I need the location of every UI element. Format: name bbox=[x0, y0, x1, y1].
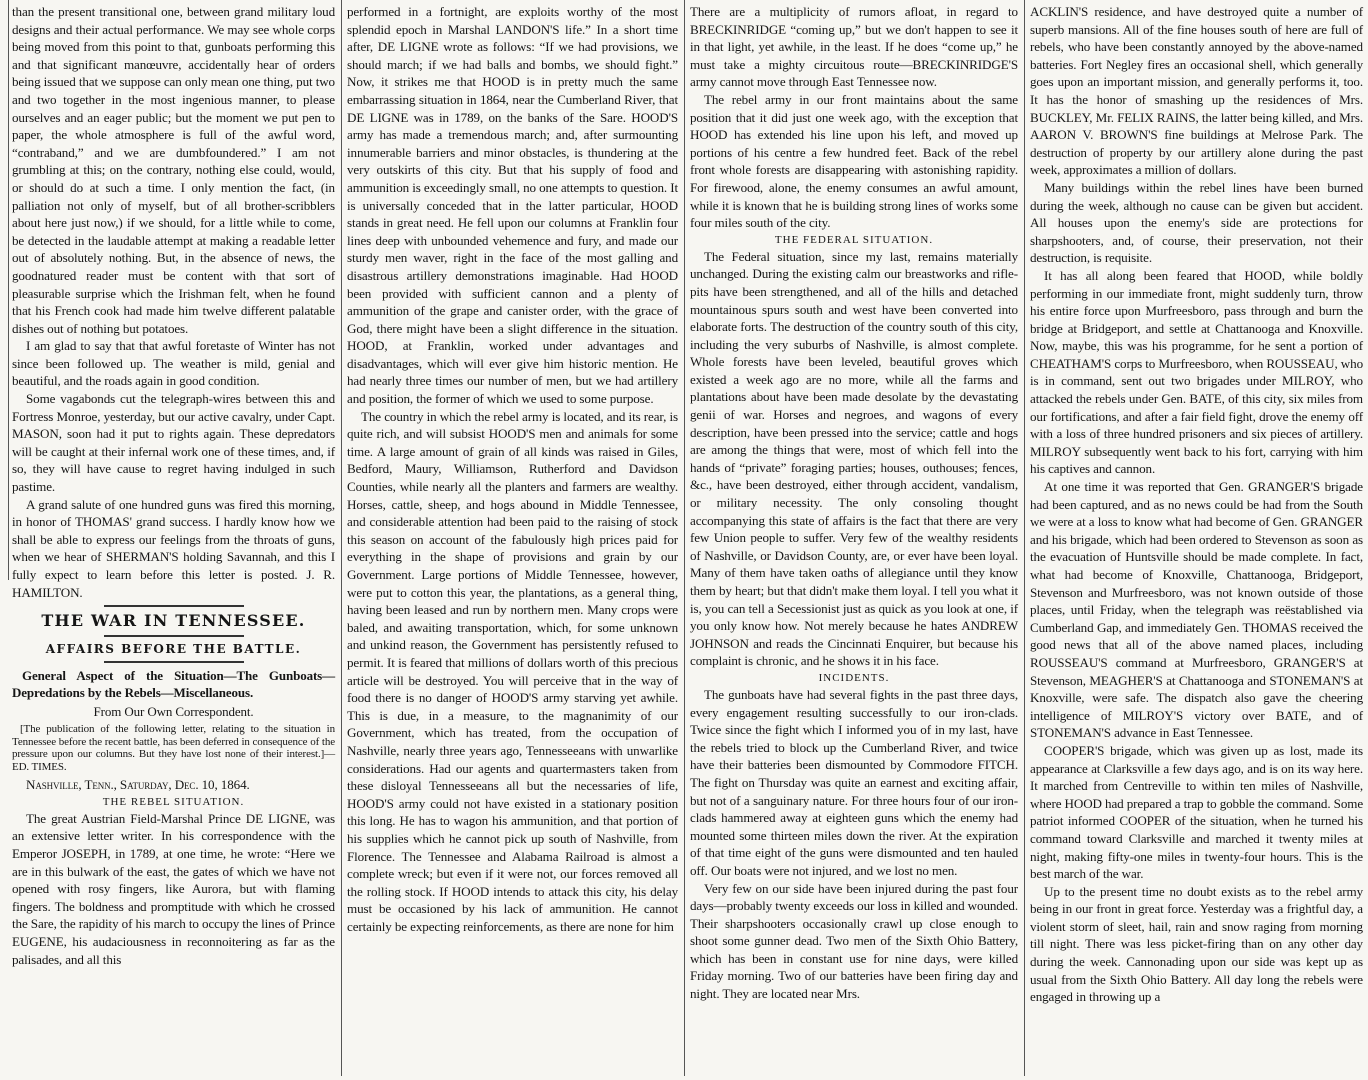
paragraph: Up to the present time no doubt exists as to the rebel army being in our front in great force. Yesterday was a frightful day, a violent storm of sleet, hail, rain and snow raging from morning till night. There was less picket-firing than on any other day during the week. Cannonading upon our side was kept up as usual from the Sixth Ohio Battery. All day long the rebels were engaged in throwing up a bbox=[1030, 883, 1363, 1005]
newspaper-column-3 bbox=[690, 3, 1018, 1003]
byline: From Our Own Correspondent. bbox=[93, 704, 254, 720]
paragraph: Very few on our side have been injured during the past four days—probably twenty exceeds our loss in killed and wounded. Their sharpshooters occasionally crawl up close enough to shoot some gunner dead. Two men of the Sixth Ohio Battery, which has been in constant use for nine days, were killed Friday morning. Two of our batteries have been firing day and night. They are located near Mrs. bbox=[690, 880, 1018, 1002]
paragraph: ACKLIN'S residence, and have destroyed quite a number of superb mansions. All of the fine houses south of here are full of rebels, who have been constantly annoyed by the above-named batteries. Fort Negley fires an occasional shell, which generally goes upon an important mission, and generally performs it, too. It has the honor of smashing up the residences of Mrs. BUCKLEY, Mr. FELIX RAINS, the latter being killed, and Mrs. AARON V. BROWN'S fine buildings at Melrose Park. The destruction of property by our artillery alone during the past week, approximates a million of dollars. bbox=[1030, 4, 1363, 178]
paragraph: There are a multiplicity of rumors afloat, in regard to BRECKINRIDGE “coming up,” but we don't happen to see it in that light, yet awhile, in the least. If he does “come up,” he must take a mighty circuitous route—BRECKINRIDGE'S army cannot move through East Tennessee now. bbox=[690, 4, 1018, 90]
separator-rule bbox=[104, 605, 244, 607]
paragraph: I am glad to say that that awful foretaste of Winter has not since been followed up. The weather is mild, genial and beautiful, and the roads again in good condition. bbox=[12, 338, 335, 389]
paragraph: The gunboats have had several fights in the past three days, every engagement resulting successfully to our iron-clads. Twice since the fight which I informed you of in my last, have the rebels tried to block up the Cumberland River, and twice have their batteries been dismounted by Commodore FITCH. The fight on Thursday was quite an earnest and exciting affair, but not of a sanguinary nature. For three hours four of our iron-clads hammered away at eighteen guns which the enemy had mounted some thirteen miles down the river. At the expiration of that time eight of the guns were dismounted and ten hauled off. Our boats were not injured, and we lost no men. bbox=[690, 686, 1018, 878]
separator-rule bbox=[104, 635, 244, 637]
paragraph: performed in a fortnight, are exploits worthy of the most splendid epoch in Marshal LANDON'S life.” In a short time after, DE LIGNE wrote as follows: “If we had provisions, we should march; if we had balls and bombs, we should fight.” Now, it strikes me that HOOD is in pretty much the same embarrassing situation in 1864, near the Cumberland River, that DE LIGNE was in 1789, on the banks of the Sare. HOOD'S army has made a tremendous march; and, after surmounting innumerable barriers and minor obstacles, is thundering at the very outskirts of this city. But that his supply of food and ammunition is exceedingly small, no one attempts to question. It is universally conceded that in the latter particular, HOOD stands in great need. He fell upon our columns at Franklin four lines deep with unbounded vehemence and fury, and made our sturdy men waver, right in the face of the most galling and disastrous artillery demonstrations imaginable. Had HOOD been provided with sufficient cannon and a plenty of ammunition of the grape and canister order, with the grace of God, there might have been a slight difference in the situation. HOOD, at Franklin, worked under advantages and disadvantages, which will ever give him historic mention. He had nearly three times our number of men, but we had artillery and position, the former of which we used to some purpose. bbox=[347, 4, 678, 407]
section-heading: THE FEDERAL SITUATION. bbox=[774, 233, 934, 246]
paragraph: than the present transitional one, between grand military loud designs and their actual performance. We may see whole corps being moved from this point to that, gunboats performing this and that significant manœuvre, accidentally hear of orders being issued that we suppose can only mean one thing, put two and two together in the most ingenious manner, to please ourselves and an eager public; but the moment we put pen to paper, the whole atmosphere is full of the awful word, “contraband,” and we are dumbfoundered.” I am not grumbling at this; on the contrary, nothing else could, would, or should do at such a time. I only mention the fact, (in palliation not only of myself, but of all brother-scribblers about here just now,) if we should, for a little while to come, be detected in the laudable attempt at making a readable letter out of absolutely nothing. But, in the absence of news, the goodnatured reader must be content with that sort of pleasurable surprise which the Irishman felt, when he found that his French cook had made him twelve different palatable dishes out of nothing but potatoes. bbox=[12, 4, 335, 336]
section-heading: THE REBEL SITUATION. bbox=[102, 795, 245, 808]
paragraph: COOPER'S brigade, which was given up as lost, made its appearance at Clarksville a few days ago, and is on its way here. It marched from Centreville to within ten miles of Nashville, where HOOD had prepared a trap to gobble the command. Some patriot informed COOPER of the situation, when he turned his command toward Clarksville and marched it twenty miles at night, making fifty-one miles in twenty-four hours. This is the best march of the war. bbox=[1030, 742, 1364, 882]
paragraph: A grand salute of one hundred guns was fired this morning, in honor of THOMAS' grand success. I hardly know how we shall be able to express our feelings from the throats of guns, when we hear of SHERMAN'S holding Savannah, and this I fully expect to learn before this letter is posted. J. R. HAMILTON. bbox=[12, 496, 335, 600]
paragraph: The Federal situation, since my last, remains materially unchanged. During the existing calm our breastworks and rifle-pits have been strengthened, and all of the hills and detached mountainous spurs south and west have been converted into elaborate forts. The destruction of the country south of this city, including the very suburbs of Nashville, is almost complete. Whole forests have been leveled, beautiful groves which existed a week ago are no more, while all the farms and plantations about have been made desolate by the devastating genii of war. Horses and negroes, and wagons of every description, have been pressed into the service; cattle and hogs are among the things that were, most of which fell into the hands of “private” foraging parties; houses, outhouses; fences, &c., have been destroyed, either through accident, vandalism, or military necessity. The only consoling thought accompanying this state of affairs is the fact that there are very few Union people to suffer. Very few of the wealthy residents of Nashville, or Davidson County, are, or ever have been loyal. Many of them have taken oaths of allegiance until they know them by heart; but that didn't make them loyal. I tell you what it is, you can tell a Secessionist just as quick as you look at one, if you only know how. Not merely because he hates ANDREW JOHNSON and reads the Cincinnati Enquirer, but because his complaint is chronic, and he shows it in his face. bbox=[690, 248, 1018, 669]
column-rule bbox=[341, 0, 342, 1076]
paragraph: Many buildings within the rebel lines have been burned during the week, although no cause can be given but accident. All houses upon the enemy's side are protections for sharpshooters, and, of course, their preservation, not their destruction, is requisite. bbox=[1030, 179, 1363, 266]
paragraph: It has all along been feared that HOOD, while boldly performing in our immediate front, might suddenly turn, throw his entire force upon Murfreesboro, pass through and burn the bridge at Bridgeport, and settle at Chattanooga and Knoxville. Now, maybe, this was his programme, for he sent a portion of CHEATHAM'S corps to Murfreesboro, when ROUSSEAU, who is in command, sent out two brigades under MILROY, who attacked the rebels under Gen. BATE, of this city, six miles from our fortifications, and after a fair field fight, drove the enemy off with a loss of three hundred prisoners and six pieces of artillery. MILROY subsequently went back to his fort, carrying with him his captives and cannon. bbox=[1030, 267, 1363, 477]
column-rule bbox=[8, 0, 9, 580]
paragraph: The country in which the rebel army is located, and its rear, is quite rich, and will subsist HOOD'S men and animals for some time. A large amount of grain of all kinds was raised in Giles, Bedford, Maury, Williamson, Rutherford and Davidson Counties, while nearly all the planters and farmers are wealthy. Horses, cattle, sheep, and hogs abound in Middle Tennessee, and considerable attention had been paid to the raising of stock this season on account of the fabulously high prices paid for everything in the shape of provisions and grain by our Government. Large portions of Middle Tennessee, however, were put to cotton this year, the plantations, as a general thing, having been leased and run by northern men. Many crops were baled, and awaiting transportation, which, for some unknown and unkind reason, the Government has persistently refused to permit. It is feared that millions of dollars worth of this precious article will be destroyed. You will perceive that in the way of food there is no danger of HOOD'S army starving yet awhile. This is due, in a measure, to the magnanimity of our Government, which has treated, from the occupation of Nashville, nearly three years ago, Tennesseeans with unwarlike considerations. Had our agents and quartermasters taken from these disloyal Tennesseeans all but the necessaries of life, HOOD'S army could not have existed in a stationary position this long. He has to wagon his ammunition, and that portion of his supplies which he cannot pick up south of Nashville, from Florence. The Tennessee and Alabama Railroad is almost a complete wreck; but even if it were not, our forces removed all the rolling stock. If HOOD intends to attack this city, his delay must be occasioned by his lack of ammunition. He cannot certainly be expecting reinforcements, as there are none for him bbox=[347, 408, 678, 934]
newspaper-column-4 bbox=[1030, 3, 1363, 1006]
paragraph: Some vagabonds cut the telegraph-wires between this and Fortress Monroe, yesterday, but our active cavalry, under Capt. MASON, soon had it put to rights again. These depredators will be caught at their infernal work one of these times, and, if so, they will have cause to regret having indulged in such pastime. bbox=[12, 391, 335, 495]
dateline: Nashville, Tenn., Saturday, Dec. 10, 1864. bbox=[26, 777, 250, 793]
article-subheadline: AFFAIRS BEFORE THE BATTLE. bbox=[45, 642, 302, 657]
column-rule bbox=[684, 0, 685, 1076]
paragraph: At one time it was reported that Gen. GRANGER'S brigade had been captured, and as no news could be had from the South we were at a loss to know what had become of Gen. GRANGER and his brigade, which had been ordered to Stevenson as soon as the evacuation of Huntsville should be made complete. In fact, what had become of Knoxville, Chattanooga, Bridgeport, Stevenson and Murfreesboro, was not known outside of those places, until Friday, when the telegraph was reëstablished via Cumberland Gap, and immediately Gen. THOMAS received the good news that all of the above named places, including ROUSSEAU'S command at Murfreesboro, GRANGER'S at Stevenson, MEAGHER'S at Chattanooga and STONEMAN'S at Knoxville, were safe. The dispatch also gave the cheering intelligence of MILROY'S victory over BATE, and of STONEMAN'S advance in East Tennessee. bbox=[1030, 479, 1363, 741]
paragraph: The rebel army in our front maintains about the same position that it did just one week ago, with the exception that HOOD has extended his line upon his left, and moved up portions of his centre a few hundred feet. Back of the rebel front whole forests are disappearing with astonishing rapidity. For firewood, alone, the enemy consumes an awful amount, while it is known that he is building strong lines of works some four miles south of the city. bbox=[690, 91, 1018, 231]
article-headline: THE WAR IN TENNESSEE. bbox=[41, 611, 306, 631]
editor-note: [The publication of the following letter, relating to the situation in Tennessee before the recent battle, has been deferred in consequence of the pressure upon our columns. But they have lost none of their interest.]—ED. TIMES. bbox=[12, 723, 335, 773]
separator-rule bbox=[104, 661, 244, 663]
article-deck: General Aspect of the Situation—The Gunboats—Depredations by the Rebels—Miscellaneous. bbox=[12, 668, 335, 701]
column-rule bbox=[1024, 0, 1025, 1076]
newspaper-column-1 bbox=[12, 3, 335, 968]
newspaper-column-2 bbox=[347, 3, 678, 935]
paragraph: The great Austrian Field-Marshal Prince DE LIGNE, was an extensive letter writer. In his correspondence with the Emperor JOSEPH, in 1789, at one time, he wrote: “Here we are in this bulwark of the east, the gates of which we have not opened with rosy fingers, like Aurora, but with flaming fingers. The boldness and promptitude with which he crossed the Sare, the rapidity of his march to occupy the lines of Prince EUGENE, his audaciousness in reconnoitering as far as the palisades, and all this bbox=[12, 810, 335, 967]
section-heading: INCIDENTS. bbox=[818, 671, 890, 684]
